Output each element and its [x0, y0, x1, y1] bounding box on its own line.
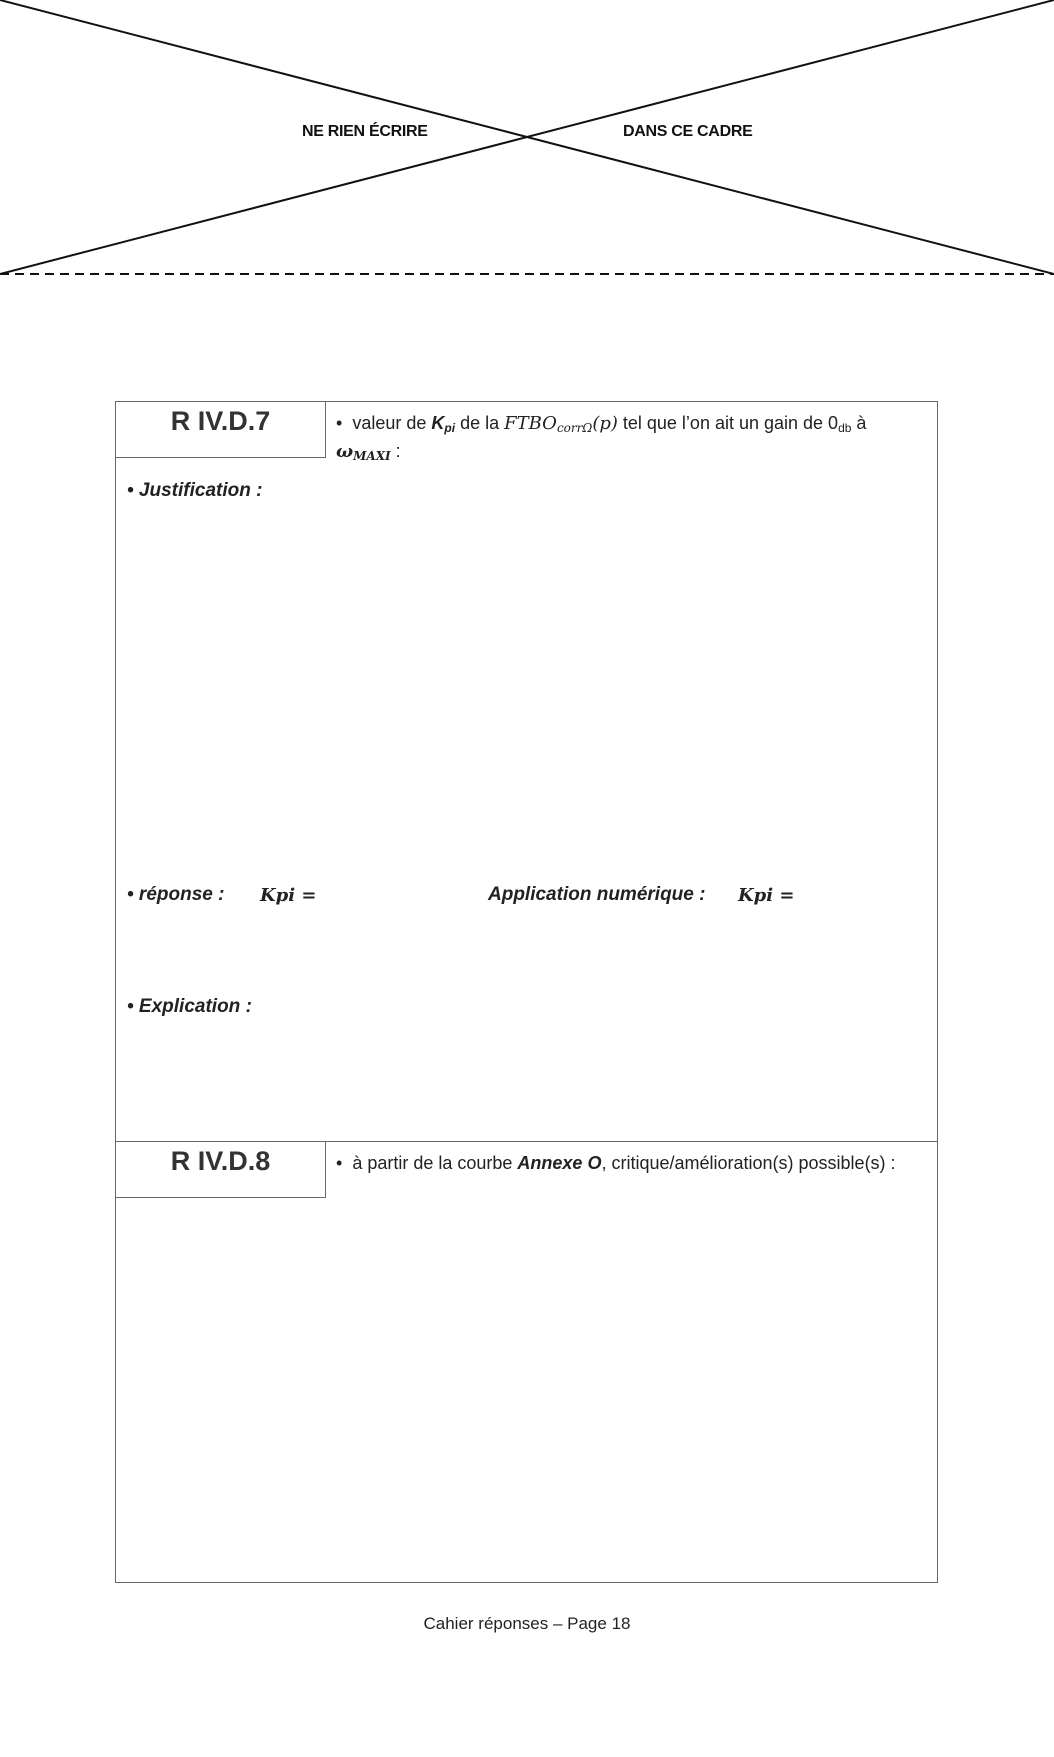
question-text: • à partir de la courbe Annexe O, critique/amélioration(s) possible(s) :	[336, 1153, 896, 1173]
question-code: R IV.D.7	[116, 402, 326, 458]
justification-label: • Justification :	[127, 480, 263, 501]
question-code: R IV.D.8	[116, 1142, 326, 1198]
reponse-label: • réponse :	[127, 884, 225, 905]
crossed-frame-lines	[0, 0, 1054, 280]
page-footer: Cahier réponses – Page 18	[423, 1614, 631, 1633]
no-write-frame	[0, 0, 1054, 280]
header-right-text: DANS CE CADRE	[623, 123, 753, 140]
question-text: • valeur de $K_{pi}$ de la $FTBO_{corr\Omega}(p)$ tel que l’on ait un gain de $0_{db}$ à $\omega_{MAXI}$ :	[336, 413, 867, 463]
answer-box-riv-d8[interactable]	[115, 1141, 938, 1583]
answer-box-riv-d7[interactable]	[115, 401, 938, 1142]
application-label: Application numérique :	[488, 884, 706, 905]
header-left-text: NE RIEN ÉCRIRE	[302, 123, 428, 140]
explication-label: • Explication :	[127, 996, 252, 1017]
kpi-equation: Kpi =	[260, 885, 317, 906]
kpi-equation-numeric: Kpi =	[738, 885, 795, 906]
